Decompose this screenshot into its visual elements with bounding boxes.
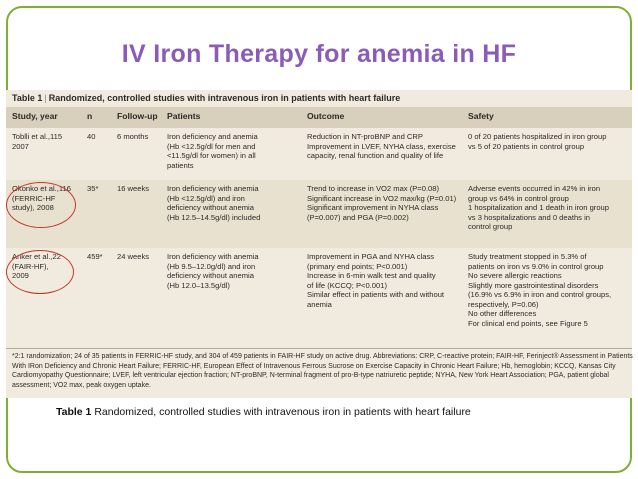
header-followup: Follow-up <box>117 111 158 121</box>
cell-safety: Study treatment stopped in 5.3% of patients on iron vs 9.0% in control group No severe allergic reactions Slightly more gastrointestinal disorders (16.9% vs 6.9% in iron and control groups, respectively, P=0.06) No other differences For clinical end points, see Figure 5 <box>468 252 612 328</box>
table-row <box>6 248 632 348</box>
table-heading: Table 1 | Randomized, controlled studies with intravenous iron in patients with heart failure <box>12 93 401 103</box>
table-label: Table 1 <box>12 93 43 103</box>
header-n: n <box>87 111 93 121</box>
slide-caption <box>56 406 471 418</box>
cell-patients: Iron deficiency with anemia (Hb 9.5–12.0g/dl) and iron deficiency without anemia (Hb 12.0–13.5g/dl) <box>167 252 259 290</box>
cell-n: 35* <box>87 184 99 193</box>
header-safety: Safety <box>468 111 494 121</box>
cell-n: 459* <box>87 252 103 261</box>
header-study: Study, year <box>12 111 58 121</box>
cell-followup: 16 weeks <box>117 184 150 193</box>
cell-study: Okonko et al.,116 (FERRIC-HF study), 2008 <box>12 184 71 212</box>
table-row <box>6 128 632 180</box>
cell-n: 40 <box>87 132 96 141</box>
cell-patients: Iron deficiency with anemia (Hb <12.5g/dl) and iron deficiency without anemia (Hb 12.5–14.5g/dl) included <box>167 184 261 222</box>
table-figure <box>6 90 632 398</box>
header-patients: Patients <box>167 111 201 121</box>
cell-safety: Adverse events occurred in 42% in iron group vs 64% in control group 1 hospitalization and 1 death in iron group vs 3 hospitalizations and 0 deaths in control group <box>468 184 610 231</box>
table-row <box>6 180 632 248</box>
cell-outcome: Reduction in NT-proBNP and CRP Improvement in LVEF, NYHA class, exercise capacity, renal function and quality of life <box>307 132 456 160</box>
cell-followup: 24 weeks <box>117 252 150 261</box>
table-header-row <box>6 107 632 128</box>
cell-outcome: Improvement in PGA and NYHA class (primary end points; P<0.001) Increase in 6-min walk test and quality of life (KCCQ; P<0.001) Similar effect in patients with and without anemia <box>307 252 445 309</box>
table-footnote: *2:1 randomization; 24 of 35 patients in FERRIC-HF study, and 304 of 459 patients in FAIR-HF study on active drug. Abbreviations: CRP, C-reactive protein; FAIR-HF, Ferinject® Assessment in Patients With IRon Deficiency and Chronic Heart Failure; FERRIC-HF, European Effect of Intravenous Ferrous Sucrose on Exercise Capacity in Chronic Heart Failure; Hb, hemoglobin; KCCQ, Kansas City Cardiomyopathy Questionnaire; LVEF, left ventricular ejection fraction; NT-proBNP, N-terminal fragment of pro-B-type natriuretic peptide; NYHA, New York Heart Association; PGA, patient global assessment; VO2 max, peak oxygen uptake. <box>12 353 633 389</box>
footnote-divider <box>6 348 632 349</box>
cell-safety: 0 of 20 patients hospitalized in iron group vs 5 of 20 patients in control group <box>468 132 607 151</box>
cell-study: Toblli et al.,115 2007 <box>12 132 63 151</box>
table-title: Randomized, controlled studies with intravenous iron in patients with heart failure <box>48 93 401 103</box>
cell-followup: 6 months <box>117 132 149 141</box>
cell-patients: Iron deficiency and anemia (Hb <12.5g/dl for men and <11.5g/dl for women) in all patients <box>167 132 258 170</box>
caption-text: Randomized, controlled studies with intravenous iron in patients with heart failure <box>91 406 471 418</box>
header-outcome: Outcome <box>307 111 345 121</box>
slide-title: IV Iron Therapy for anemia in HF <box>121 40 517 68</box>
caption-label: Table 1 <box>56 406 92 418</box>
cell-outcome: Trend to increase in VO2 max (P=0.08) Significant increase in VO2 max/kg (P=0.01) Significant improvement in NYHA class (P=0.007) and PGA (P=0.002) <box>307 184 457 222</box>
cell-study: Anker et al.,22 (FAIR-HF), 2009 <box>12 252 61 280</box>
